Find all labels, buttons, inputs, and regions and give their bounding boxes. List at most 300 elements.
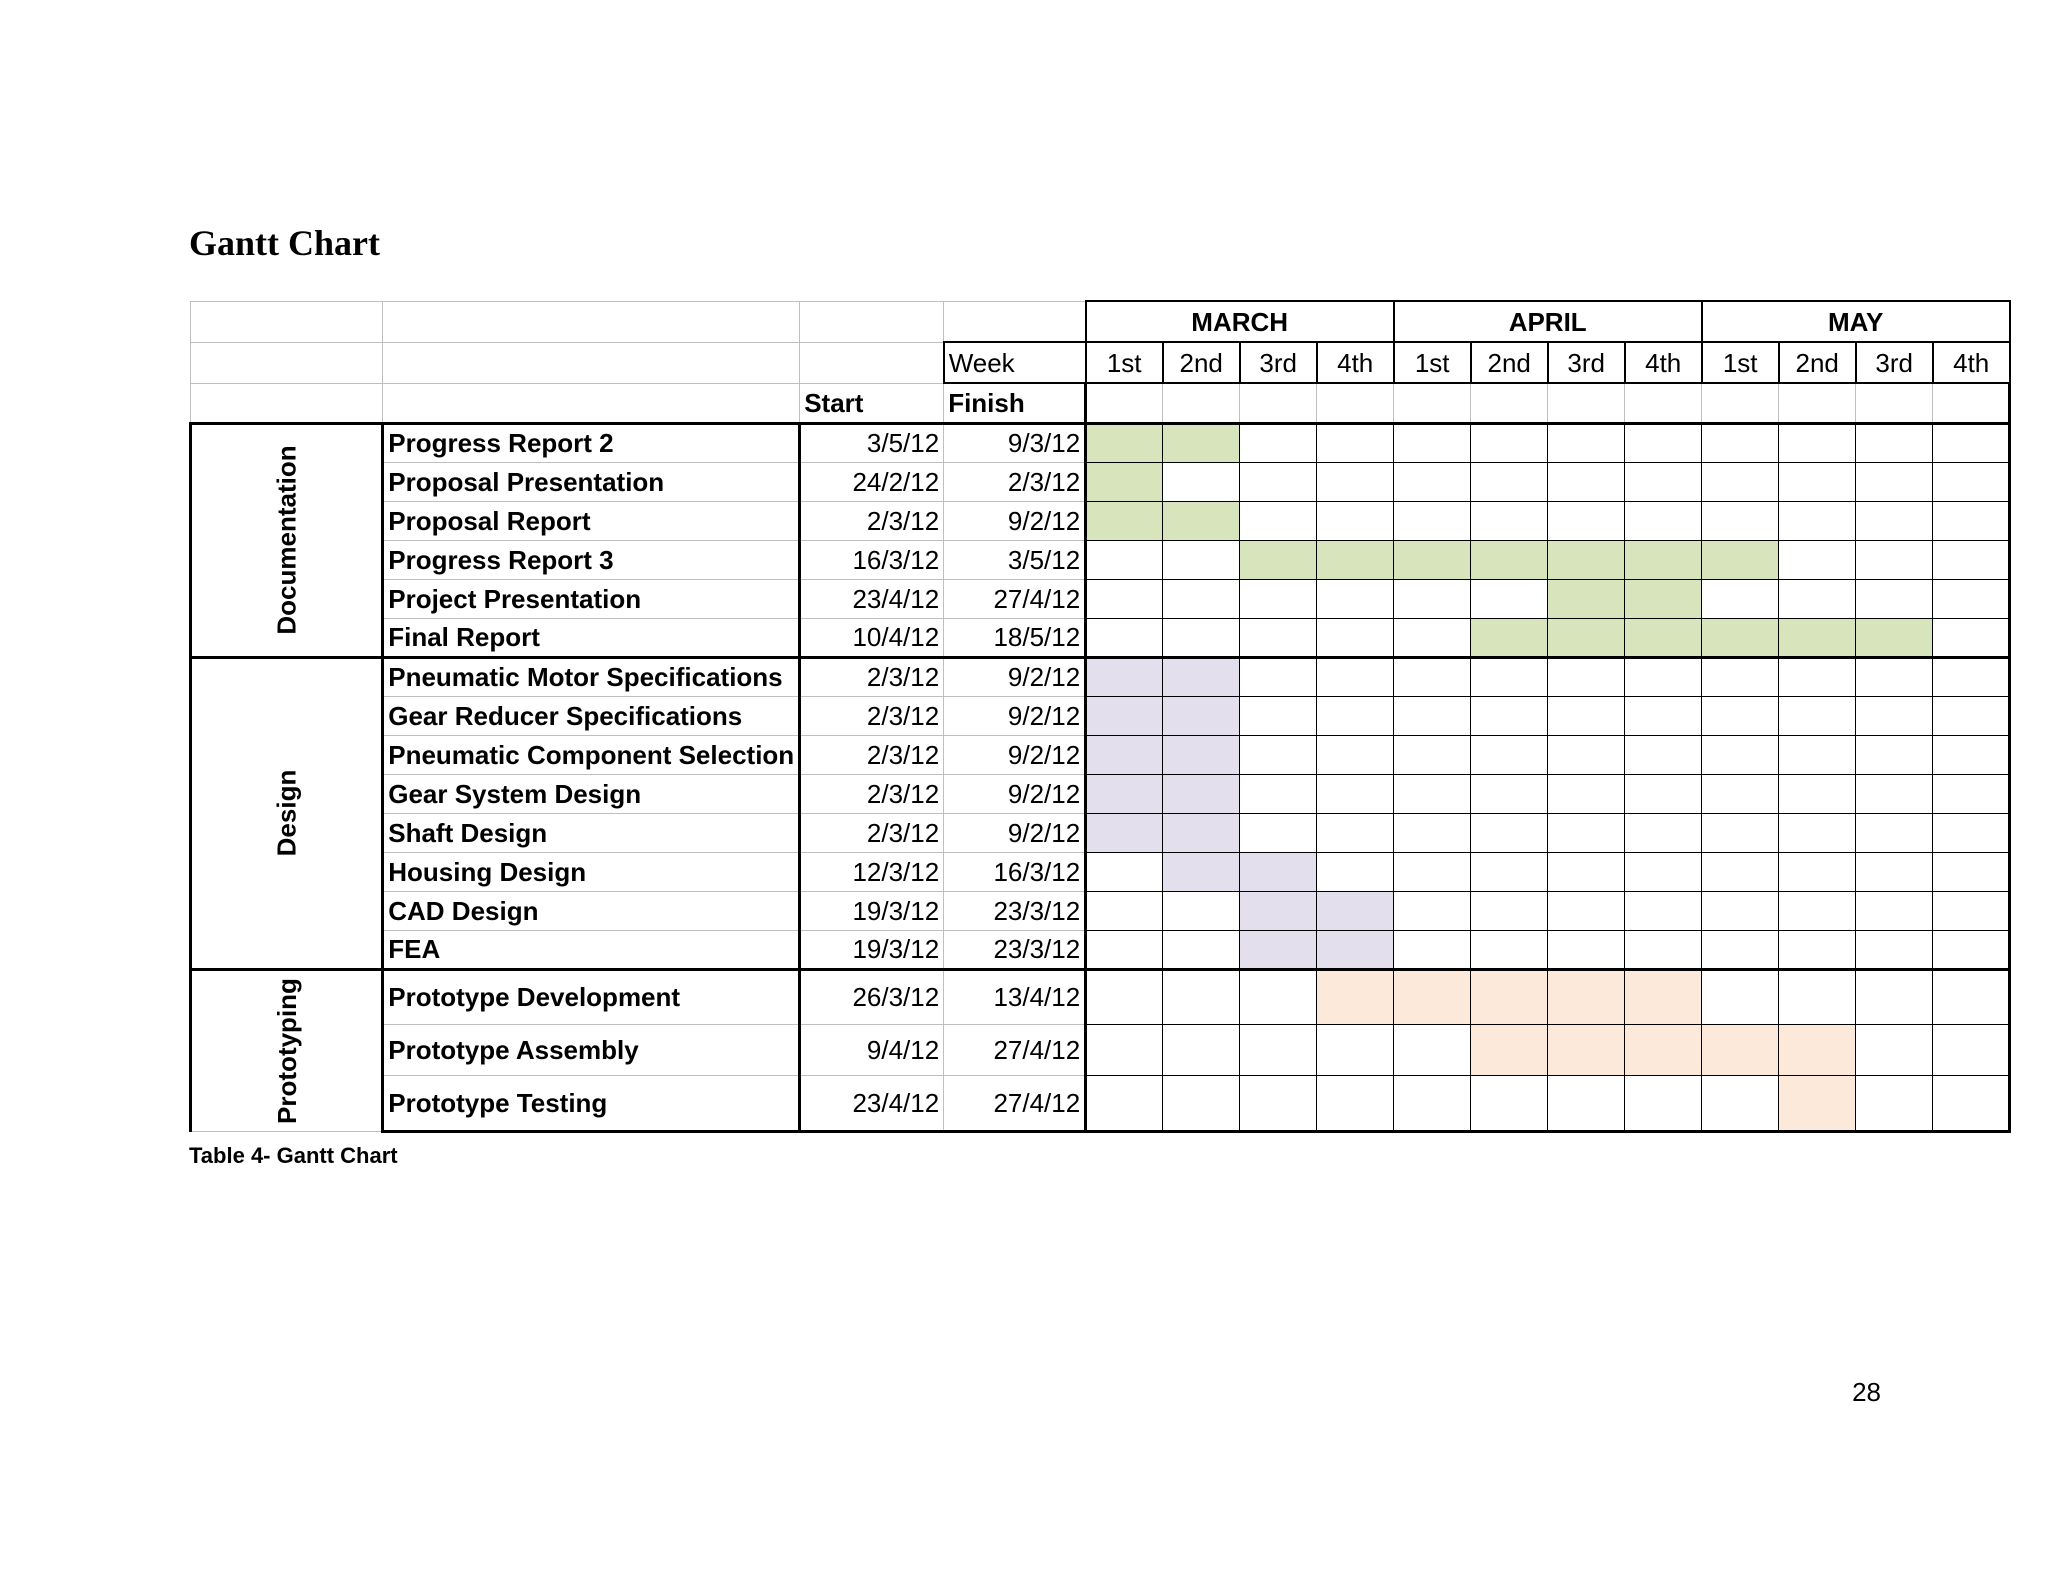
task-finish: 9/3/12	[944, 423, 1086, 462]
gantt-cell	[1779, 423, 1856, 462]
gantt-bar-cell	[1086, 735, 1163, 774]
task-row	[191, 540, 2010, 579]
gantt-cell	[1625, 657, 1702, 696]
start-header: Start	[800, 383, 944, 423]
task-start: 26/3/12	[800, 969, 944, 1024]
gantt-cell	[1471, 891, 1548, 930]
gantt-cell	[1702, 852, 1779, 891]
task-name: Prototype Development	[383, 969, 800, 1024]
week-header: 2nd	[1163, 342, 1240, 383]
task-name: Gear Reducer Specifications	[383, 696, 800, 735]
week-header: 4th	[1625, 342, 1702, 383]
gantt-bar-cell	[1086, 657, 1163, 696]
gantt-bar-cell	[1625, 618, 1702, 657]
gantt-cell	[1240, 423, 1317, 462]
gantt-cell	[1625, 423, 1702, 462]
week-header: 4th	[1317, 342, 1394, 383]
gantt-cell	[1240, 735, 1317, 774]
gantt-cell	[1548, 735, 1625, 774]
gantt-cell	[1317, 501, 1394, 540]
task-start: 19/3/12	[800, 891, 944, 930]
gantt-cell	[1625, 930, 1702, 969]
task-finish: 13/4/12	[944, 969, 1086, 1024]
gantt-cell	[1856, 891, 1933, 930]
gantt-bar-cell	[1471, 969, 1548, 1024]
task-start: 2/3/12	[800, 657, 944, 696]
group-label-text: Prototyping	[271, 977, 302, 1124]
group-label-design	[191, 657, 383, 969]
task-name: Prototype Assembly	[383, 1024, 800, 1075]
gantt-cell	[1394, 774, 1471, 813]
gantt-bar-cell	[1779, 618, 1856, 657]
gantt-cell	[1702, 891, 1779, 930]
task-row	[191, 813, 2010, 852]
gantt-cell	[1163, 930, 1240, 969]
gantt-cell	[1163, 618, 1240, 657]
gantt-bar-cell	[1240, 891, 1317, 930]
task-row	[191, 1075, 2010, 1131]
task-name: Housing Design	[383, 852, 800, 891]
gantt-cell	[1702, 1075, 1779, 1131]
task-name: Pneumatic Motor Specifications	[383, 657, 800, 696]
gantt-bar-cell	[1394, 540, 1471, 579]
gantt-cell	[1317, 579, 1394, 618]
gantt-cell	[1240, 813, 1317, 852]
task-row	[191, 930, 2010, 969]
gantt-cell	[1471, 696, 1548, 735]
gantt-bar-cell	[1086, 774, 1163, 813]
gantt-cell	[1471, 930, 1548, 969]
gantt-cell	[1856, 540, 1933, 579]
task-start: 24/2/12	[800, 462, 944, 501]
gantt-cell	[1163, 891, 1240, 930]
gantt-cell	[1702, 423, 1779, 462]
gantt-cell	[1933, 852, 2010, 891]
gantt-cell	[1548, 501, 1625, 540]
task-finish: 16/3/12	[944, 852, 1086, 891]
gantt-cell	[1317, 657, 1394, 696]
task-name: Gear System Design	[383, 774, 800, 813]
gantt-cell	[1471, 501, 1548, 540]
gantt-cell	[1163, 540, 1240, 579]
gantt-cell	[1471, 423, 1548, 462]
gantt-cell	[1394, 657, 1471, 696]
gantt-cell	[1086, 618, 1163, 657]
task-finish: 27/4/12	[944, 1075, 1086, 1131]
gantt-cell	[1394, 696, 1471, 735]
task-row	[191, 852, 2010, 891]
week-header: 4th	[1933, 342, 2010, 383]
gantt-cell	[1702, 501, 1779, 540]
task-row	[191, 969, 2010, 1024]
gantt-cell	[1394, 813, 1471, 852]
gantt-cell	[1702, 930, 1779, 969]
gantt-bar-cell	[1702, 1024, 1779, 1075]
gantt-bar-cell	[1625, 969, 1702, 1024]
gantt-cell	[1779, 813, 1856, 852]
gantt-cell	[1163, 969, 1240, 1024]
gantt-bar-cell	[1548, 1024, 1625, 1075]
gantt-cell	[1548, 657, 1625, 696]
task-name: CAD Design	[383, 891, 800, 930]
gantt-cell	[1086, 969, 1163, 1024]
gantt-cell	[1625, 501, 1702, 540]
gantt-cell	[1317, 813, 1394, 852]
gantt-cell	[1317, 1075, 1394, 1131]
gantt-cell	[1702, 657, 1779, 696]
month-header-row	[191, 301, 2010, 342]
gantt-cell	[1394, 852, 1471, 891]
task-finish: 23/3/12	[944, 930, 1086, 969]
gantt-cell	[1625, 735, 1702, 774]
gantt-cell	[1933, 774, 2010, 813]
group-label-prototyping	[191, 969, 383, 1131]
gantt-cell	[1548, 930, 1625, 969]
task-name: Shaft Design	[383, 813, 800, 852]
week-header: 1st	[1702, 342, 1779, 383]
gantt-cell	[1240, 501, 1317, 540]
task-finish: 9/2/12	[944, 813, 1086, 852]
gantt-cell	[1856, 423, 1933, 462]
month-header-march: MARCH	[1086, 301, 1394, 342]
gantt-cell	[1086, 930, 1163, 969]
gantt-cell	[1086, 891, 1163, 930]
task-start: 2/3/12	[800, 774, 944, 813]
gantt-cell	[1394, 930, 1471, 969]
gantt-cell	[1856, 735, 1933, 774]
gantt-cell	[1394, 891, 1471, 930]
task-row	[191, 618, 2010, 657]
task-name: Prototype Testing	[383, 1075, 800, 1131]
week-header: 1st	[1086, 342, 1163, 383]
gantt-cell	[1933, 696, 2010, 735]
gantt-bar-cell	[1240, 540, 1317, 579]
gantt-cell	[1086, 540, 1163, 579]
gantt-cell	[1240, 657, 1317, 696]
gantt-cell	[1856, 813, 1933, 852]
gantt-cell	[1471, 579, 1548, 618]
start-finish-header-row	[191, 383, 2010, 423]
gantt-cell	[1317, 852, 1394, 891]
gantt-cell	[1856, 1024, 1933, 1075]
gantt-cell	[1779, 657, 1856, 696]
gantt-cell	[1625, 1075, 1702, 1131]
task-finish: 3/5/12	[944, 540, 1086, 579]
gantt-cell	[1317, 774, 1394, 813]
task-start: 23/4/12	[800, 1075, 944, 1131]
gantt-cell	[1933, 891, 2010, 930]
gantt-bar-cell	[1086, 696, 1163, 735]
gantt-cell	[1240, 462, 1317, 501]
task-finish: 9/2/12	[944, 657, 1086, 696]
task-row	[191, 696, 2010, 735]
gantt-cell	[1933, 618, 2010, 657]
task-start: 23/4/12	[800, 579, 944, 618]
task-start: 9/4/12	[800, 1024, 944, 1075]
gantt-bar-cell	[1163, 852, 1240, 891]
task-start: 2/3/12	[800, 813, 944, 852]
gantt-bar-cell	[1779, 1075, 1856, 1131]
task-start: 3/5/12	[800, 423, 944, 462]
task-finish: 18/5/12	[944, 618, 1086, 657]
table-caption: Table 4- Gantt Chart	[189, 1143, 398, 1168]
group-label-text: Design	[271, 769, 302, 857]
week-header: 3rd	[1240, 342, 1317, 383]
gantt-cell	[1933, 579, 2010, 618]
gantt-table	[189, 300, 2011, 1133]
gantt-cell	[1702, 462, 1779, 501]
gantt-cell	[1702, 813, 1779, 852]
task-row	[191, 423, 2010, 462]
gantt-bar-cell	[1240, 852, 1317, 891]
gantt-cell	[1394, 579, 1471, 618]
task-start: 2/3/12	[800, 735, 944, 774]
gantt-cell	[1471, 813, 1548, 852]
gantt-bar-cell	[1548, 618, 1625, 657]
task-name: Final Report	[383, 618, 800, 657]
gantt-cell	[1856, 462, 1933, 501]
gantt-cell	[1240, 579, 1317, 618]
gantt-cell	[1856, 657, 1933, 696]
week-header: 2nd	[1779, 342, 1856, 383]
gantt-cell	[1317, 735, 1394, 774]
gantt-cell	[1625, 813, 1702, 852]
gantt-cell	[1779, 852, 1856, 891]
gantt-bar-cell	[1086, 813, 1163, 852]
gantt-bar-cell	[1471, 540, 1548, 579]
gantt-bar-cell	[1625, 540, 1702, 579]
group-label-text: Documentation	[271, 445, 302, 635]
gantt-bar-cell	[1240, 930, 1317, 969]
finish-header: Finish	[944, 383, 1086, 423]
gantt-bar-cell	[1317, 891, 1394, 930]
gantt-cell	[1856, 774, 1933, 813]
gantt-cell	[1163, 579, 1240, 618]
task-row	[191, 657, 2010, 696]
gantt-cell	[1856, 1075, 1933, 1131]
gantt-cell	[1548, 696, 1625, 735]
month-header-may: MAY	[1702, 301, 2010, 342]
gantt-cell	[1779, 540, 1856, 579]
task-finish: 27/4/12	[944, 1024, 1086, 1075]
gantt-bar-cell	[1625, 1024, 1702, 1075]
task-finish: 9/2/12	[944, 696, 1086, 735]
gantt-cell	[1317, 1024, 1394, 1075]
gantt-cell	[1394, 501, 1471, 540]
task-name: Project Presentation	[383, 579, 800, 618]
gantt-cell	[1625, 891, 1702, 930]
gantt-cell	[1471, 1075, 1548, 1131]
task-start: 19/3/12	[800, 930, 944, 969]
gantt-cell	[1933, 540, 2010, 579]
task-start: 12/3/12	[800, 852, 944, 891]
gantt-cell	[1394, 618, 1471, 657]
gantt-cell	[1702, 696, 1779, 735]
gantt-cell	[1394, 1024, 1471, 1075]
gantt-cell	[1933, 462, 2010, 501]
task-start: 2/3/12	[800, 696, 944, 735]
gantt-cell	[1856, 696, 1933, 735]
gantt-cell	[1779, 735, 1856, 774]
task-name: Progress Report 2	[383, 423, 800, 462]
gantt-cell	[1625, 462, 1702, 501]
week-header: 2nd	[1471, 342, 1548, 383]
gantt-cell	[1240, 618, 1317, 657]
gantt-cell	[1394, 735, 1471, 774]
gantt-cell	[1548, 852, 1625, 891]
gantt-cell	[1933, 423, 2010, 462]
gantt-cell	[1856, 930, 1933, 969]
gantt-cell	[1933, 1024, 2010, 1075]
gantt-cell	[1471, 852, 1548, 891]
task-row	[191, 501, 2010, 540]
task-row	[191, 735, 2010, 774]
gantt-cell	[1779, 774, 1856, 813]
gantt-cell	[1163, 462, 1240, 501]
gantt-bar-cell	[1548, 540, 1625, 579]
task-name: FEA	[383, 930, 800, 969]
gantt-cell	[1625, 774, 1702, 813]
gantt-cell	[1625, 852, 1702, 891]
task-row	[191, 1024, 2010, 1075]
gantt-bar-cell	[1163, 501, 1240, 540]
week-header-row	[191, 342, 2010, 383]
gantt-cell	[1779, 501, 1856, 540]
gantt-cell	[1933, 735, 2010, 774]
gantt-bar-cell	[1163, 657, 1240, 696]
gantt-bar-cell	[1471, 1024, 1548, 1075]
task-row	[191, 774, 2010, 813]
task-finish: 2/3/12	[944, 462, 1086, 501]
gantt-cell	[1702, 735, 1779, 774]
gantt-cell	[1779, 462, 1856, 501]
gantt-bar-cell	[1317, 930, 1394, 969]
gantt-cell	[1856, 852, 1933, 891]
group-label-documentation	[191, 423, 383, 657]
gantt-cell	[1471, 462, 1548, 501]
gantt-cell	[1779, 696, 1856, 735]
gantt-cell	[1548, 891, 1625, 930]
gantt-bar-cell	[1394, 969, 1471, 1024]
task-row	[191, 891, 2010, 930]
gantt-bar-cell	[1163, 423, 1240, 462]
gantt-cell	[1394, 423, 1471, 462]
gantt-cell	[1933, 930, 2010, 969]
gantt-cell	[1240, 1024, 1317, 1075]
gantt-cell	[1702, 774, 1779, 813]
month-header-april: APRIL	[1394, 301, 1702, 342]
task-finish: 9/2/12	[944, 735, 1086, 774]
page-title: Gantt Chart	[189, 223, 380, 263]
gantt-bar-cell	[1471, 618, 1548, 657]
gantt-cell	[1933, 657, 2010, 696]
gantt-cell	[1471, 774, 1548, 813]
gantt-bar-cell	[1086, 423, 1163, 462]
gantt-cell	[1856, 969, 1933, 1024]
gantt-cell	[1702, 579, 1779, 618]
gantt-cell	[1779, 930, 1856, 969]
gantt-bar-cell	[1163, 813, 1240, 852]
gantt-cell	[1240, 969, 1317, 1024]
week-label: Week	[944, 342, 1086, 383]
week-header: 1st	[1394, 342, 1471, 383]
gantt-bar-cell	[1548, 969, 1625, 1024]
gantt-cell	[1933, 1075, 2010, 1131]
task-row	[191, 462, 2010, 501]
gantt-cell	[1548, 462, 1625, 501]
gantt-cell	[1702, 969, 1779, 1024]
gantt-cell	[1163, 1075, 1240, 1131]
gantt-cell	[1394, 462, 1471, 501]
week-header: 3rd	[1548, 342, 1625, 383]
task-finish: 23/3/12	[944, 891, 1086, 930]
week-header: 3rd	[1856, 342, 1933, 383]
gantt-cell	[1779, 891, 1856, 930]
gantt-cell	[1317, 423, 1394, 462]
gantt-cell	[1933, 501, 2010, 540]
gantt-bar-cell	[1317, 969, 1394, 1024]
gantt-bar-cell	[1086, 462, 1163, 501]
gantt-cell	[1933, 969, 2010, 1024]
task-name: Pneumatic Component Selection	[383, 735, 800, 774]
gantt-cell	[1933, 813, 2010, 852]
gantt-bar-cell	[1856, 618, 1933, 657]
gantt-bar-cell	[1163, 735, 1240, 774]
task-start: 10/4/12	[800, 618, 944, 657]
gantt-cell	[1317, 462, 1394, 501]
gantt-bar-cell	[1317, 540, 1394, 579]
task-start: 16/3/12	[800, 540, 944, 579]
gantt-bar-cell	[1779, 1024, 1856, 1075]
gantt-cell	[1779, 969, 1856, 1024]
task-name: Progress Report 3	[383, 540, 800, 579]
gantt-cell	[1317, 618, 1394, 657]
task-name: Proposal Presentation	[383, 462, 800, 501]
gantt-cell	[1856, 579, 1933, 618]
task-finish: 9/2/12	[944, 774, 1086, 813]
gantt-bar-cell	[1702, 618, 1779, 657]
gantt-cell	[1548, 423, 1625, 462]
gantt-cell	[1240, 774, 1317, 813]
gantt-cell	[1471, 657, 1548, 696]
task-finish: 27/4/12	[944, 579, 1086, 618]
gantt-cell	[1548, 813, 1625, 852]
gantt-cell	[1086, 579, 1163, 618]
gantt-bar-cell	[1086, 501, 1163, 540]
task-row	[191, 579, 2010, 618]
gantt-cell	[1394, 1075, 1471, 1131]
gantt-bar-cell	[1163, 774, 1240, 813]
task-finish: 9/2/12	[944, 501, 1086, 540]
gantt-cell	[1240, 696, 1317, 735]
gantt-cell	[1856, 501, 1933, 540]
task-name: Proposal Report	[383, 501, 800, 540]
gantt-cell	[1548, 774, 1625, 813]
gantt-cell	[1163, 1024, 1240, 1075]
gantt-cell	[1086, 1075, 1163, 1131]
gantt-bar-cell	[1163, 696, 1240, 735]
task-start: 2/3/12	[800, 501, 944, 540]
gantt-bar-cell	[1702, 540, 1779, 579]
gantt-cell	[1548, 1075, 1625, 1131]
gantt-cell	[1086, 852, 1163, 891]
gantt-bar-cell	[1625, 579, 1702, 618]
gantt-cell	[1471, 735, 1548, 774]
gantt-cell	[1625, 696, 1702, 735]
gantt-cell	[1240, 1075, 1317, 1131]
gantt-bar-cell	[1548, 579, 1625, 618]
gantt-cell	[1317, 696, 1394, 735]
